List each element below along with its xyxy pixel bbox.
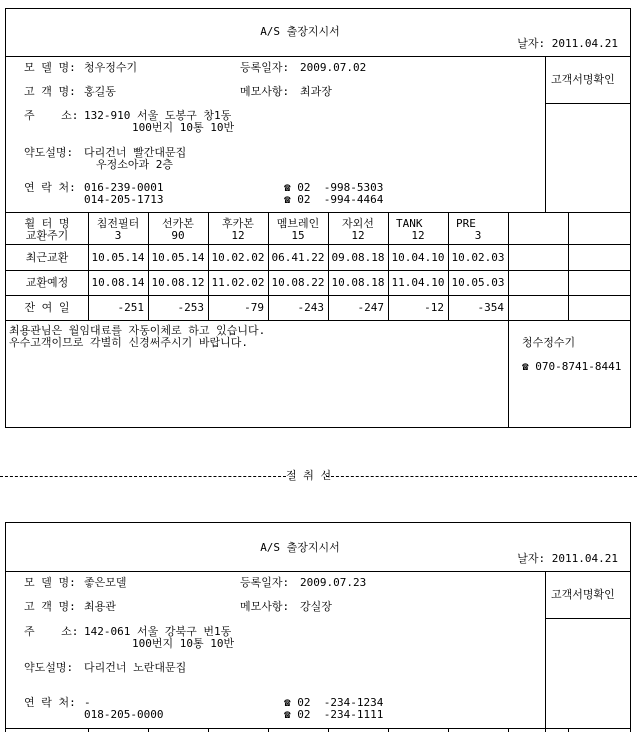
contact-label: 연 락 처: — [24, 181, 76, 194]
filter-cycle: 15 — [291, 229, 305, 242]
form-title: A/S 출장지시서 — [260, 25, 340, 38]
filter-name: TANK — [396, 217, 423, 230]
memo-value: 강실장 — [300, 600, 332, 613]
form-title: A/S 출장지시서 — [260, 541, 340, 554]
plan-date: 10.05.03 — [451, 276, 505, 289]
mobile-1: 016-239-0001 — [84, 181, 164, 194]
phone-1: ☎ 02 -234-1234 — [284, 696, 384, 709]
cycle-header: 교환주기 — [25, 229, 69, 242]
reg-date-value: 2009.07.23 — [300, 576, 367, 589]
customer-value: 홍길동 — [84, 85, 116, 98]
row-label-remaining: 잔 여 일 — [24, 301, 70, 314]
mobile-2: 018-205-0000 — [84, 708, 164, 721]
filter-cycle: 3 — [474, 229, 482, 242]
filter-cycle: 12 — [411, 229, 425, 242]
recent-date: 10.04.10 — [391, 251, 445, 264]
recent-date: 10.02.03 — [451, 251, 505, 264]
address-line-2: 100번지 10통 10반 — [132, 121, 235, 134]
signature-label: 고객서명확인 — [551, 588, 615, 601]
company-phone: ☎ 070-8741-8441 — [522, 360, 622, 373]
plan-date: 11.02.02 — [211, 276, 265, 289]
recent-date: 06.41.22 — [271, 251, 325, 264]
filter-cycle: 90 — [171, 229, 185, 242]
reg-date-label: 등록일자: — [240, 576, 290, 589]
recent-date: 10.02.02 — [211, 251, 265, 264]
map-line-2: 우정소아과 2층 — [96, 158, 174, 171]
remaining-days: -253 — [177, 301, 204, 314]
notice-line-1: 최용관님은 월임대료를 자동이체로 하고 있습니다. — [9, 324, 266, 337]
memo-label: 메모사항: — [240, 85, 290, 98]
filter-name: 멤브레인 — [276, 217, 320, 230]
contact-label: 연 락 처: — [24, 696, 76, 709]
remaining-days: -354 — [477, 301, 504, 314]
company-name: 청수정수기 — [522, 336, 576, 349]
phone-2: ☎ 02 -234-1111 — [284, 708, 384, 721]
filter-cycle: 3 — [114, 229, 122, 242]
plan-date: 10.08.22 — [271, 276, 325, 289]
reg-date-value: 2009.07.02 — [300, 61, 367, 74]
filter-header: 휠 터 명 — [24, 217, 70, 230]
map-line-1: 다리건너 빨간대문집 — [84, 146, 187, 159]
plan-date: 10.08.18 — [331, 276, 385, 289]
map-line-1: 다리건너 노란대문집 — [84, 661, 187, 674]
plan-date: 10.08.12 — [151, 276, 205, 289]
customer-label: 고 객 명: — [24, 600, 76, 613]
memo-label: 메모사항: — [240, 600, 290, 613]
address-label: 주 소: — [24, 109, 79, 122]
form-date: 날자: 2011.04.21 — [517, 37, 618, 50]
filter-name: 자외선 — [342, 217, 374, 230]
remaining-days: -243 — [297, 301, 324, 314]
plan-date: 10.08.14 — [91, 276, 145, 289]
row-label-plan: 교환예정 — [25, 276, 69, 289]
memo-value: 최과장 — [300, 85, 332, 98]
model-label: 모 델 명: — [24, 61, 76, 74]
notice-line-2: 우수고객이므로 각별히 신경써주시기 바랍니다. — [9, 336, 249, 349]
row-label-recent: 최근교환 — [25, 251, 69, 264]
address-label: 주 소: — [24, 625, 79, 638]
recent-date: 10.05.14 — [91, 251, 145, 264]
recent-date: 09.08.18 — [331, 251, 385, 264]
model-value: 좋은모델 — [84, 576, 127, 589]
reg-date-label: 등록일자: — [240, 61, 290, 74]
customer-label: 고 객 명: — [24, 85, 76, 98]
address-line-1: 132-910 서울 도봉구 창1동 — [84, 109, 232, 122]
filter-name: 선카본 — [162, 217, 194, 230]
filter-name: 침전필터 — [96, 217, 140, 230]
map-label: 약도설명: — [24, 661, 74, 674]
mobile-1: - — [84, 696, 91, 709]
remaining-days: -12 — [424, 301, 444, 314]
phone-2: ☎ 02 -994-4464 — [284, 193, 384, 206]
filter-name: 후카본 — [222, 217, 254, 230]
phone-1: ☎ 02 -998-5303 — [284, 181, 384, 194]
address-line-2: 100번지 10통 10반 — [132, 637, 235, 650]
filter-name: PRE — [456, 217, 476, 230]
recent-date: 10.05.14 — [151, 251, 205, 264]
form-date: 날자: 2011.04.21 — [517, 552, 618, 565]
remaining-days: -247 — [357, 301, 384, 314]
mobile-2: 014-205-1713 — [84, 193, 164, 206]
address-line-1: 142-061 서울 강북구 번1동 — [84, 625, 232, 638]
signature-label: 고객서명확인 — [551, 73, 615, 86]
remaining-days: -251 — [117, 301, 144, 314]
remaining-days: -79 — [244, 301, 264, 314]
model-label: 모 델 명: — [24, 576, 76, 589]
model-value: 청우정수기 — [84, 61, 138, 74]
filter-cycle: 12 — [231, 229, 245, 242]
filter-cycle: 12 — [351, 229, 365, 242]
plan-date: 11.04.10 — [391, 276, 445, 289]
cut-line-label: 절 취 선 — [286, 469, 332, 482]
customer-value: 최용관 — [84, 600, 116, 613]
map-label: 약도설명: — [24, 146, 74, 159]
